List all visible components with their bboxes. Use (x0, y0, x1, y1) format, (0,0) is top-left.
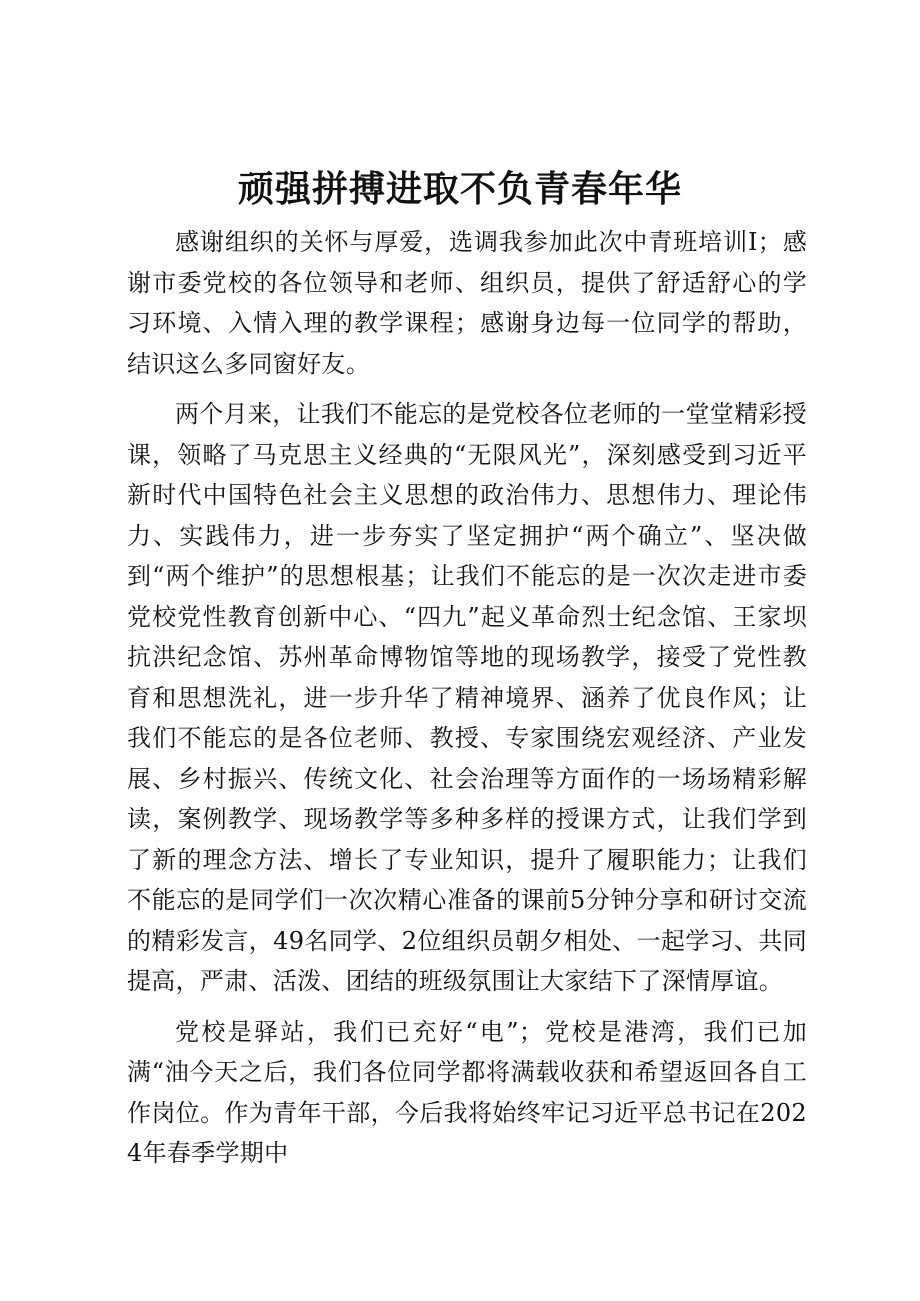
paragraph-party-school: 党校是驿站，我们已充好“电”；党校是港湾，我们已加满“油今天之后，我们各位同学都将满载收获和希望返回各自工作岗位。作为青年干部，今后我将始终牢记习近平总书记在2024年春季学期中 (127, 1017, 807, 1167)
paragraph-two-months: 两个月来，让我们不能忘的是党校各位老师的一堂堂精彩授课，领略了马克思主义经典的“无限风光”，深刻感受到习近平新时代中国特色社会主义思想的政治伟力、思想伟力、理论伟力、实践伟力，进一步夯实了坚定拥护“两个确立”、坚决做到“两个维护”的思想根基；让我们不能忘的是一次次走进市委党校党性教育创新中心、“四九”起义革命烈士纪念馆、王家坝抗洪纪念馆、苏州革命博物馆等地的现场教学，接受了党性教育和思想洗礼，进一步升华了精神境界、涵养了优良作风；让我们不能忘的是各位老师、教授、专家围绕宏观经济、产业发展、乡村振兴、传统文化、社会治理等方面作的一场场精彩解读，案例教学、现场教学等多种多样的授课方式，让我们学到了新的理念方法、增长了专业知识，提升了履职能力；让我们不能忘的是同学们一次次精心准备的课前5分钟分享和研讨交流的精彩发言，49名同学、2位组织员朝夕相处、一起学习、共同提高，严肃、活泼、团结的班级氛围让大家结下了深情厚谊。 (127, 400, 807, 995)
document-title: 顽强拼搏进取不负青春年华 (237, 169, 682, 210)
document-body (127, 222, 807, 1174)
paragraph-gratitude: 感谢组织的关怀与厚爱，选调我参加此次中青班培训I；感谢市委党校的各位领导和老师、组织员，提供了舒适舒心的学习环境、入情入理的教学课程；感谢身边每一位同学的帮助，结识这么多同窗好友。 (127, 228, 807, 378)
